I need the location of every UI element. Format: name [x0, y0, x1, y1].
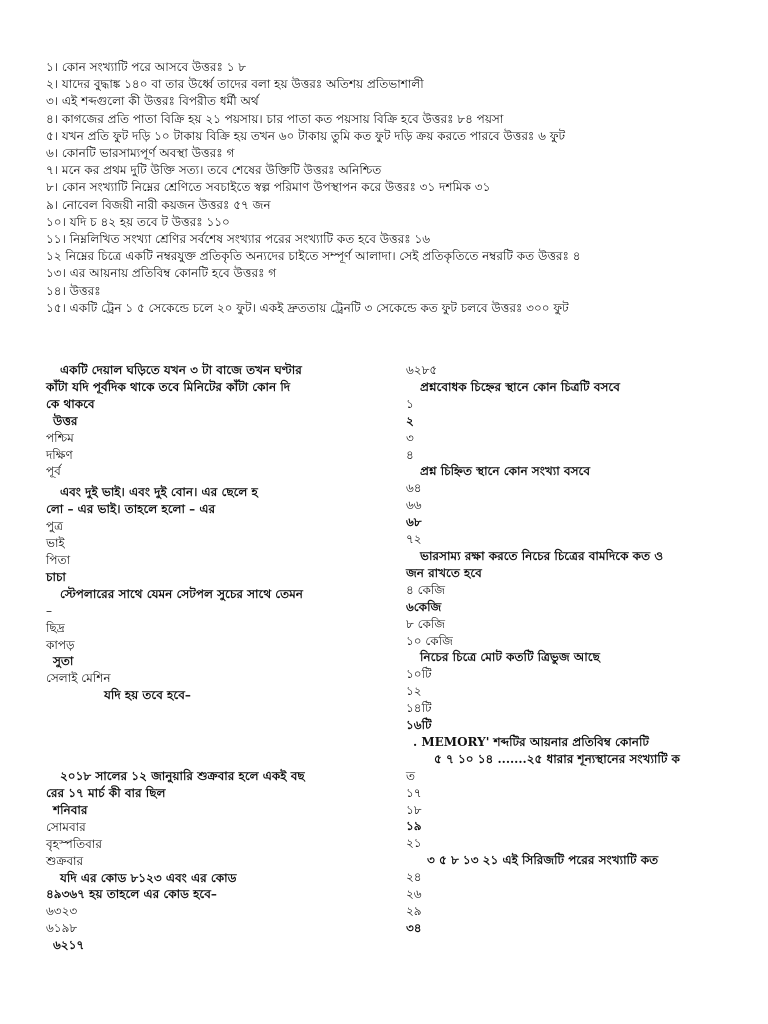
- clock-question: একটি দেয়াল ঘড়িতে যখন ৩ টা বাজে তখন ঘণ্টার: [60, 363, 302, 377]
- day-question-line: রের ১৭ মার্চ কী বার ছিল: [46, 786, 166, 801]
- relation-question: এবং দুই ভাই। এবং দুই বোন। এর ছেলে হ: [60, 485, 258, 500]
- option: ১৮: [406, 802, 422, 817]
- answer-line-5: ৫। যখন প্রতি ফুট দড়ি ১০ টাকায় বিক্রি হয় তখন ৬০ টাকায় তুমি কত ফুট দড়ি ক্রয় করতে পারবে উত্তরঃ ৬ ফুট: [46, 128, 566, 143]
- option: ১: [406, 396, 414, 411]
- answer-line-11: ১১। নিম্নলিখিত সংখ্যা শ্রেণির সর্বশেষ সংখ্যার পরের সংখ্যাটি কত হবে উত্তরঃ ১৬: [46, 232, 431, 247]
- number-question: প্রশ্ন চিহ্নিত স্থানে কোন সংখ্যা বসবে: [420, 464, 591, 479]
- answer-line-10: ১০। যদি চ ৪২ হয় তবে ট উত্তরঃ ১১০: [46, 214, 230, 229]
- stapler-question: স্টেপলারের সাথে যেমন সেটপল সুচের সাথে তেমন: [60, 586, 303, 601]
- answer-line-6: ৬। কোনটি ভারসাম্যপূর্ণ অবস্থা উত্তরঃ গ: [46, 146, 235, 161]
- option: ৬৬: [406, 498, 422, 513]
- clock-question-line: কে থাকবে: [46, 396, 95, 411]
- option: ৩৪: [406, 920, 422, 935]
- leading-value: ৬২৮৫: [406, 363, 438, 377]
- option: শুক্রবার: [46, 853, 84, 868]
- figure-question: প্রশ্নবোধক চিহ্নের স্থানে কোন চিত্রটি বসবে: [420, 379, 620, 394]
- option: চাচা: [46, 569, 66, 584]
- option: পিতা: [46, 552, 71, 567]
- clock-question-line: কাঁটা যদি পূর্বদিক থাকে তবে মিনিটের কাঁটা কোন দি: [46, 379, 291, 394]
- answer-line-4: ৪। কাগজের প্রতি পাতা বিক্রি হয় ২১ পয়সায়। চার পাতা কত পয়সায় বিক্রি হবে উত্তরঃ ৮৪ পয়সা: [46, 111, 504, 126]
- relation-question-line: লো – এর ভাই। তাহলে হলো – এর: [46, 502, 216, 517]
- option: ২৬: [406, 887, 422, 902]
- option: ১৭: [406, 785, 422, 800]
- answer-line-8: ৮। কোন সংখ্যাটি নিম্নের শ্রেণিতে সবচাইতে স্বল্প পরিমাণ উপস্থাপন করে উত্তরঃ ৩১ দশমিক ৩১: [46, 180, 491, 195]
- option: ৪: [406, 447, 414, 462]
- option: ৬৮: [406, 515, 422, 530]
- option: ৬৪: [406, 481, 422, 496]
- answer-line-2: ২। যাদের বুদ্ধাঙ্ক ১৪০ বা তার উর্ধ্বে তাদের বলা হয় উত্তরঃ অতিশয় প্রতিভাশালী: [46, 77, 424, 92]
- series-question-line: ত: [406, 768, 416, 783]
- code-question-line: ৪৯৩৬৭ হয় তাহলে এর কোড হবে–: [46, 887, 217, 902]
- balance-question: ভারসাম্য রক্ষা করতে নিচের চিত্রের বামদিকে কত ও: [420, 548, 664, 563]
- option: শনিবার: [53, 802, 88, 817]
- option: পশ্চিম: [46, 430, 74, 445]
- option: ৪ কেজি: [406, 582, 446, 597]
- option: পূর্ব: [46, 464, 61, 479]
- triangle-question: নিচের চিত্রে মোট কতটি ত্রিভুজ আছে: [420, 650, 600, 665]
- balance-question-line: জন রাখতে হবে: [406, 565, 482, 580]
- option: সেলাই মেশিন: [46, 671, 111, 686]
- option: ১৬টি: [406, 718, 432, 733]
- option: ৮ কেজি: [406, 616, 446, 631]
- answer-line-1: ১। কোন সংখ্যাটি পরে আসবে উত্তরঃ ১ ৮: [46, 60, 247, 74]
- code-question: যদি এর কোড ৮১২৩ এবং এর কোড: [60, 870, 237, 885]
- option: ৬১৯৮: [46, 921, 78, 936]
- answer-line-3: ৩। এই শব্দগুলো কী উত্তরঃ বিপরীত ধর্মী অর্থ: [46, 94, 259, 109]
- option: ১০টি: [406, 667, 432, 682]
- option: সোমবার: [46, 819, 86, 834]
- option: উত্তর: [53, 413, 78, 428]
- answer-line-14: ১৪। উত্তরঃ: [46, 283, 101, 298]
- option: ১৯: [406, 819, 422, 834]
- stapler-question-line: –: [46, 603, 52, 618]
- option: ২৯: [406, 904, 422, 918]
- option: ৬৩২৩: [46, 904, 78, 919]
- option: পুত্র: [46, 519, 63, 534]
- option: কাপড়: [46, 637, 75, 652]
- option: ১২: [406, 684, 422, 699]
- option: ৭২: [406, 532, 422, 547]
- series-question: ৫ ৭ ১০ ১৪ .......২৫ ধারার শূন্যস্থানের সংখ্যাটি ক: [434, 751, 680, 766]
- option: ৬২১৭: [53, 938, 85, 953]
- day-question: ২০১৮ সালের ১২ জানুয়ারি শুক্রবার হলে একই বছ: [60, 769, 305, 784]
- option: দক্ষিণ: [46, 447, 73, 462]
- option: বৃহস্পতিবার: [46, 836, 102, 851]
- right-question-column: [406, 362, 746, 937]
- option: ২: [406, 413, 414, 428]
- option: ১০ কেজি: [406, 633, 453, 648]
- answer-line-7: ৭। মনে কর প্রথম দুটি উক্তি সত্য। তবে শেষের উক্তিটি উত্তরঃ অনিশ্চিত: [46, 163, 382, 178]
- left-question-column: [46, 362, 366, 954]
- option: ভাই: [46, 536, 65, 551]
- option: ৩: [406, 430, 414, 445]
- answer-line-9: ৯। নোবেল বিজয়ী নারী কয়জন উত্তরঃ ৫৭ জন: [46, 197, 271, 212]
- series2-question: ৩ ৫ ৮ ১৩ ২১ এই সিরিজটি পরের সংখ্যাটি কত: [427, 853, 659, 868]
- option: ২৪: [406, 870, 422, 885]
- memory-question: . MEMORY' শব্দটির আয়নার প্রতিবিম্ব কোনটি: [413, 734, 649, 749]
- option: সুতা: [53, 654, 74, 669]
- numbered-answer-list: [46, 59, 746, 317]
- option: ৬কেজি: [406, 599, 442, 614]
- if-then-question: যদি হয় তবে হবে–: [104, 688, 191, 703]
- answer-line-15: ১৫। একটি ট্রেন ১ ৫ সেকেন্ডে চলে ২০ ফুট। একই দ্রুততায় ট্রেনটি ৩ সেকেন্ডে কত ফুট চলবে উত্তরঃ ৩০০ ফুট: [46, 300, 569, 315]
- answer-line-12: ১২ নিম্নের চিত্রে একটি নম্বরযুক্ত প্রতিকৃতি অন্যদের চাইতে সম্পূর্ণ আলাদা। সেই প্রতিকৃতিতে নম্বরটি কত উত্তরঃ ৪: [46, 249, 581, 264]
- option: ছিদ্র: [46, 620, 65, 635]
- option: ১৪টি: [406, 701, 432, 716]
- answer-line-13: ১৩। এর আয়নায় প্রতিবিম্ব কোনটি হবে উত্তরঃ গ: [46, 266, 277, 281]
- option: ২১: [406, 836, 422, 851]
